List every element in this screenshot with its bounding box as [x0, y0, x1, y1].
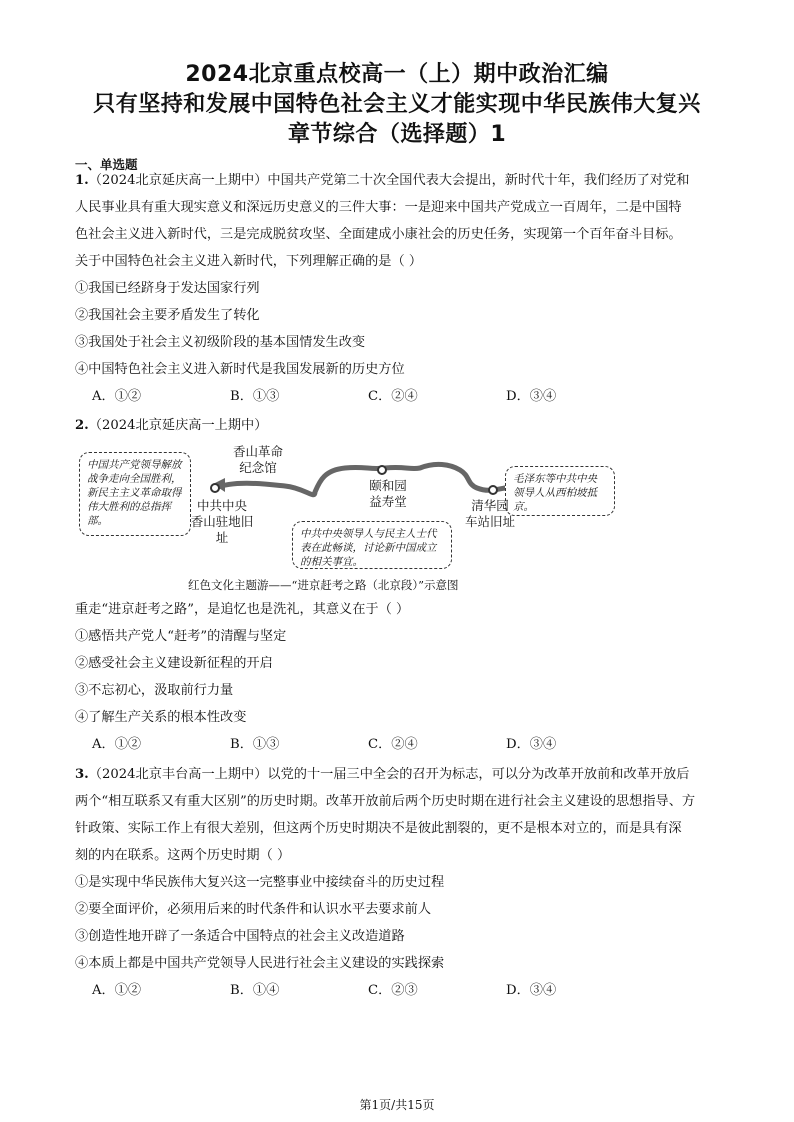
statement-item: ①感悟共产党人“赶考”的清醒与坚定: [75, 629, 287, 644]
option-d[interactable]: D．③④: [506, 737, 557, 752]
question-2-body: [75, 596, 730, 758]
question-stem-line: （2024北京丰台高一上期中）以党的十一届三中全会的召开为标志，可以分为改革开放前和改革开放后: [88, 767, 690, 782]
page-number: 第1页/共15页: [359, 1098, 435, 1112]
statement-item: ④了解生产关系的根本性改变: [75, 710, 247, 725]
question-stem-line: 人民事业具有重大现实意义和深远历史意义的三件大事：一是迎来中国共产党成立一百周年，二是中国特: [75, 200, 682, 215]
statement-item: ③我国处于社会主义初级阶段的基本国情发生改变: [75, 335, 366, 350]
question-stem-line: 关于中国特色社会主义进入新时代，下列理解正确的是（ ）: [75, 254, 423, 269]
option-b[interactable]: B．①③: [230, 737, 280, 752]
callout-left: 中国共产党领导解放战争走向全国胜利，新民主主义革命取得伟大胜利的总指挥部。: [79, 452, 191, 536]
route-diagram: [75, 440, 615, 600]
question-1: [75, 167, 730, 410]
answer-options: [75, 383, 730, 410]
option-c[interactable]: C．②④: [368, 737, 418, 752]
option-c[interactable]: C．②③: [368, 983, 418, 998]
diagram-caption: 红色文化主题游——“进京赶考之路（北京段）”示意图: [188, 578, 459, 592]
option-d[interactable]: D．③④: [506, 389, 557, 404]
place-xiangshan-museum: 香山革命 纪念馆: [232, 444, 283, 475]
title-line-2: 只有坚持和发展中国特色社会主义才能实现中华民族伟大复兴: [93, 92, 701, 117]
option-a[interactable]: A．①②: [92, 389, 142, 404]
statement-item: ①是实现中华民族伟大复兴这一完整事业中接续奋斗的历史过程: [75, 875, 445, 890]
place-yiheyuan: 颐和园 益寿堂: [369, 478, 407, 509]
callout-right: 毛泽东等中共中央领导人从西柏坡抵京。: [505, 466, 615, 516]
statement-item: ③不忘初心，汲取前行力量: [75, 683, 234, 698]
title-line-1: 2024北京重点校高一（上）期中政治汇编: [185, 62, 609, 87]
question-2: [75, 412, 730, 439]
question-number: 1.: [75, 173, 89, 188]
question-number: 3.: [75, 767, 89, 782]
answer-options: [75, 977, 730, 1004]
option-b[interactable]: B．①③: [230, 389, 280, 404]
question-stem: 重走“进京赶考之路”，是追忆也是洗礼，其意义在于（ ）: [75, 602, 410, 617]
statement-item: ②感受社会主义建设新征程的开启: [75, 656, 273, 671]
section-heading: 一、单选题: [75, 157, 138, 172]
question-stem-line: 两个“相互联系又有重大区别”的历史时期。改革开放前后两个历史时期在进行社会主义建设的思想指导、方: [75, 794, 696, 809]
question-stem-line: （2024北京延庆高一上期中）中国共产党第二十次全国代表大会提出，新时代十年，我们经历了对党和: [88, 173, 690, 188]
option-a[interactable]: A．①②: [92, 737, 142, 752]
callout-middle: 中共中央领导人与民主人士代表在此畅谈，讨论新中国成立的相关事宜。: [292, 521, 452, 569]
statement-item: ①我国已经跻身于发达国家行列: [75, 281, 260, 296]
option-c[interactable]: C．②④: [368, 389, 418, 404]
statement-item: ④本质上都是中国共产党领导人民进行社会主义建设的实践探索: [75, 956, 445, 971]
place-xiangshan-site: 中共中央 香山驻地旧址: [190, 498, 254, 545]
question-stem-line: 针政策、实际工作上有很大差别，但这两个历史时期决不是彼此割裂的，更不是根本对立的，而是具有深: [75, 821, 682, 836]
question-stem-line: 色社会主义进入新时代，三是完成脱贫攻坚、全面建成小康社会的历史任务，实现第一个百年奋斗目标。: [75, 227, 682, 242]
answer-options: [75, 731, 730, 758]
option-d[interactable]: D．③④: [506, 983, 557, 998]
question-stem-line: 刻的内在联系。这两个历史时期（ ）: [75, 848, 291, 863]
option-b[interactable]: B．①④: [230, 983, 280, 998]
question-stem: （2024北京延庆高一上期中）: [88, 418, 268, 433]
document-title: [0, 60, 794, 150]
statement-item: ③创造性地开辟了一条适合中国特点的社会主义改造道路: [75, 929, 405, 944]
statement-item: ②要全面评价，必须用后来的时代条件和认识水平去要求前人: [75, 902, 432, 917]
place-qinghua-station: 清华园 车站旧址: [464, 498, 515, 529]
title-line-3: 章节综合（选择题）1: [287, 122, 507, 147]
option-a[interactable]: A．①②: [92, 983, 142, 998]
question-number: 2.: [75, 418, 89, 433]
statement-item: ④中国特色社会主义进入新时代是我国发展新的历史方位: [75, 362, 405, 377]
question-3: [75, 761, 730, 1004]
statement-item: ②我国社会主要矛盾发生了转化: [75, 308, 260, 323]
